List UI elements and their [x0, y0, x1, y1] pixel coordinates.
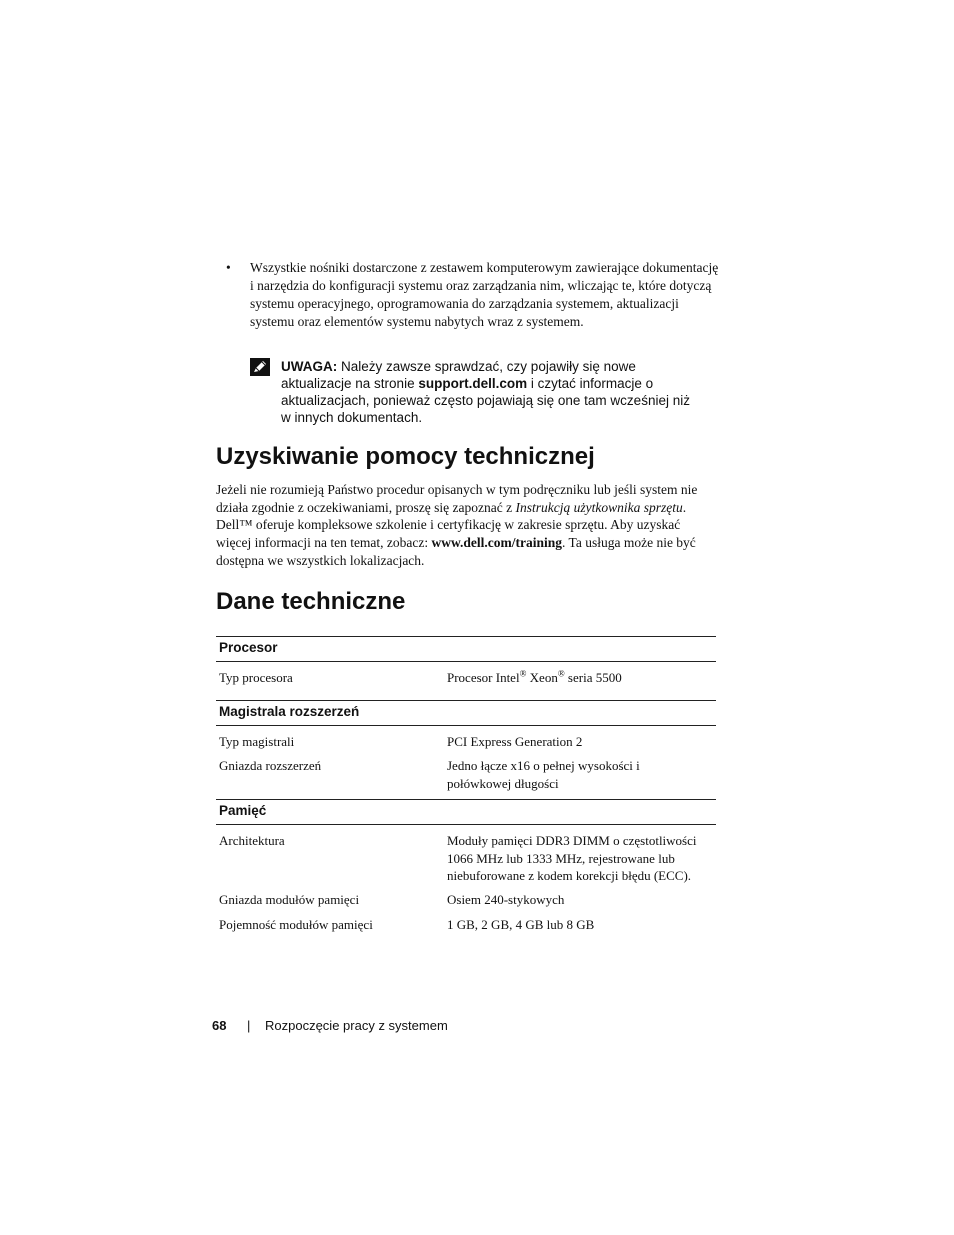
- value-part: Xeon: [526, 670, 558, 685]
- table-row: [216, 733, 716, 757]
- value-part: Procesor Intel: [447, 670, 520, 685]
- value-part: seria 5500: [564, 670, 622, 685]
- help-paragraph: [216, 481, 716, 570]
- note-text: [281, 358, 691, 426]
- spec-heading: Dane techniczne: [216, 588, 406, 615]
- row-key: Architektura: [219, 833, 285, 848]
- row-value: Jedno łącze x16 o pełnej wysokości i połówkowej długości: [447, 758, 640, 791]
- note-label: UWAGA:: [281, 359, 338, 374]
- note-text-2: i czytać informacje o aktualizacjach, ponieważ często pojawiają się one tam wcześniej niż w innych dokumentach.: [281, 376, 690, 425]
- table-row: [216, 916, 716, 938]
- section-header-processor: Procesor: [216, 636, 716, 662]
- note-text-1: Należy zawsze sprawdzać, czy pojawiły się nowe aktualizacje na stronie: [281, 359, 636, 391]
- help-italic-title: Instrukcją użytkownika sprzętu: [515, 499, 683, 515]
- bullet-marker: •: [226, 260, 231, 275]
- table-row: [216, 891, 716, 916]
- table-row: [216, 757, 716, 799]
- section-header-memory: Pamięć: [216, 799, 716, 825]
- bullet-text: Wszystkie nośniki dostarczone z zestawem komputerowym zawierające dokumentację i narzędzia do konfiguracji systemu oraz zarządzania nim, wliczając te, które dotyczą systemu operacyjnego, oprogramowania do zarządzania systemem, aktualizacji systemu oraz elementów systemu nabytych wraz z systemem.: [250, 260, 719, 329]
- section-header-expansion-bus: Magistrala rozszerzeń: [216, 700, 716, 726]
- footer-separator: |: [247, 1018, 251, 1033]
- note-link[interactable]: support.dell.com: [418, 376, 528, 391]
- row-key: Gniazda rozszerzeń: [219, 758, 322, 773]
- help-text-3: . Ta usługa może nie być dostępna we wszystkich lokalizacjach.: [216, 535, 696, 568]
- spec-table: [216, 636, 716, 938]
- row-key: Typ magistrali: [219, 734, 295, 749]
- help-heading: Uzyskiwanie pomocy technicznej: [216, 443, 595, 470]
- row-key: Gniazda modułów pamięci: [219, 892, 360, 907]
- note-pencil-icon: [250, 358, 270, 376]
- registered-mark: ®: [557, 668, 565, 679]
- table-row: [216, 832, 716, 891]
- row-key: Typ procesora: [219, 670, 293, 685]
- table-row: [216, 669, 716, 700]
- row-value: 1 GB, 2 GB, 4 GB lub 8 GB: [447, 917, 595, 932]
- row-value: PCI Express Generation 2: [447, 734, 583, 749]
- row-key: Pojemność modułów pamięci: [219, 917, 373, 932]
- note-block: [250, 358, 710, 426]
- row-value: Moduły pamięci DDR3 DIMM o częstotliwości 1066 MHz lub 1333 MHz, rejestrowane lub niebuforowane z kodem korekcji błędu (ECC).: [447, 833, 697, 883]
- registered-mark: ®: [519, 668, 527, 679]
- page-number: 68: [212, 1018, 227, 1033]
- training-link[interactable]: www.dell.com/training: [431, 535, 563, 551]
- footer-title: Rozpoczęcie pracy z systemem: [265, 1018, 448, 1033]
- bullet-item: [226, 259, 719, 331]
- help-text-2: . Dell™ oferuje kompleksowe szkolenie i certyfikację w zakresie sprzętu. Aby uzyskać więcej informacji na ten temat, zobacz:: [216, 499, 687, 551]
- row-value: [447, 669, 717, 687]
- row-value: Osiem 240-stykowych: [447, 892, 565, 907]
- help-text-1: Jeżeli nie rozumieją Państwo procedur opisanych w tym podręczniku lub jeśli system nie działa zgodnie z oczekiwaniami, proszę się zapoznać z: [216, 482, 698, 515]
